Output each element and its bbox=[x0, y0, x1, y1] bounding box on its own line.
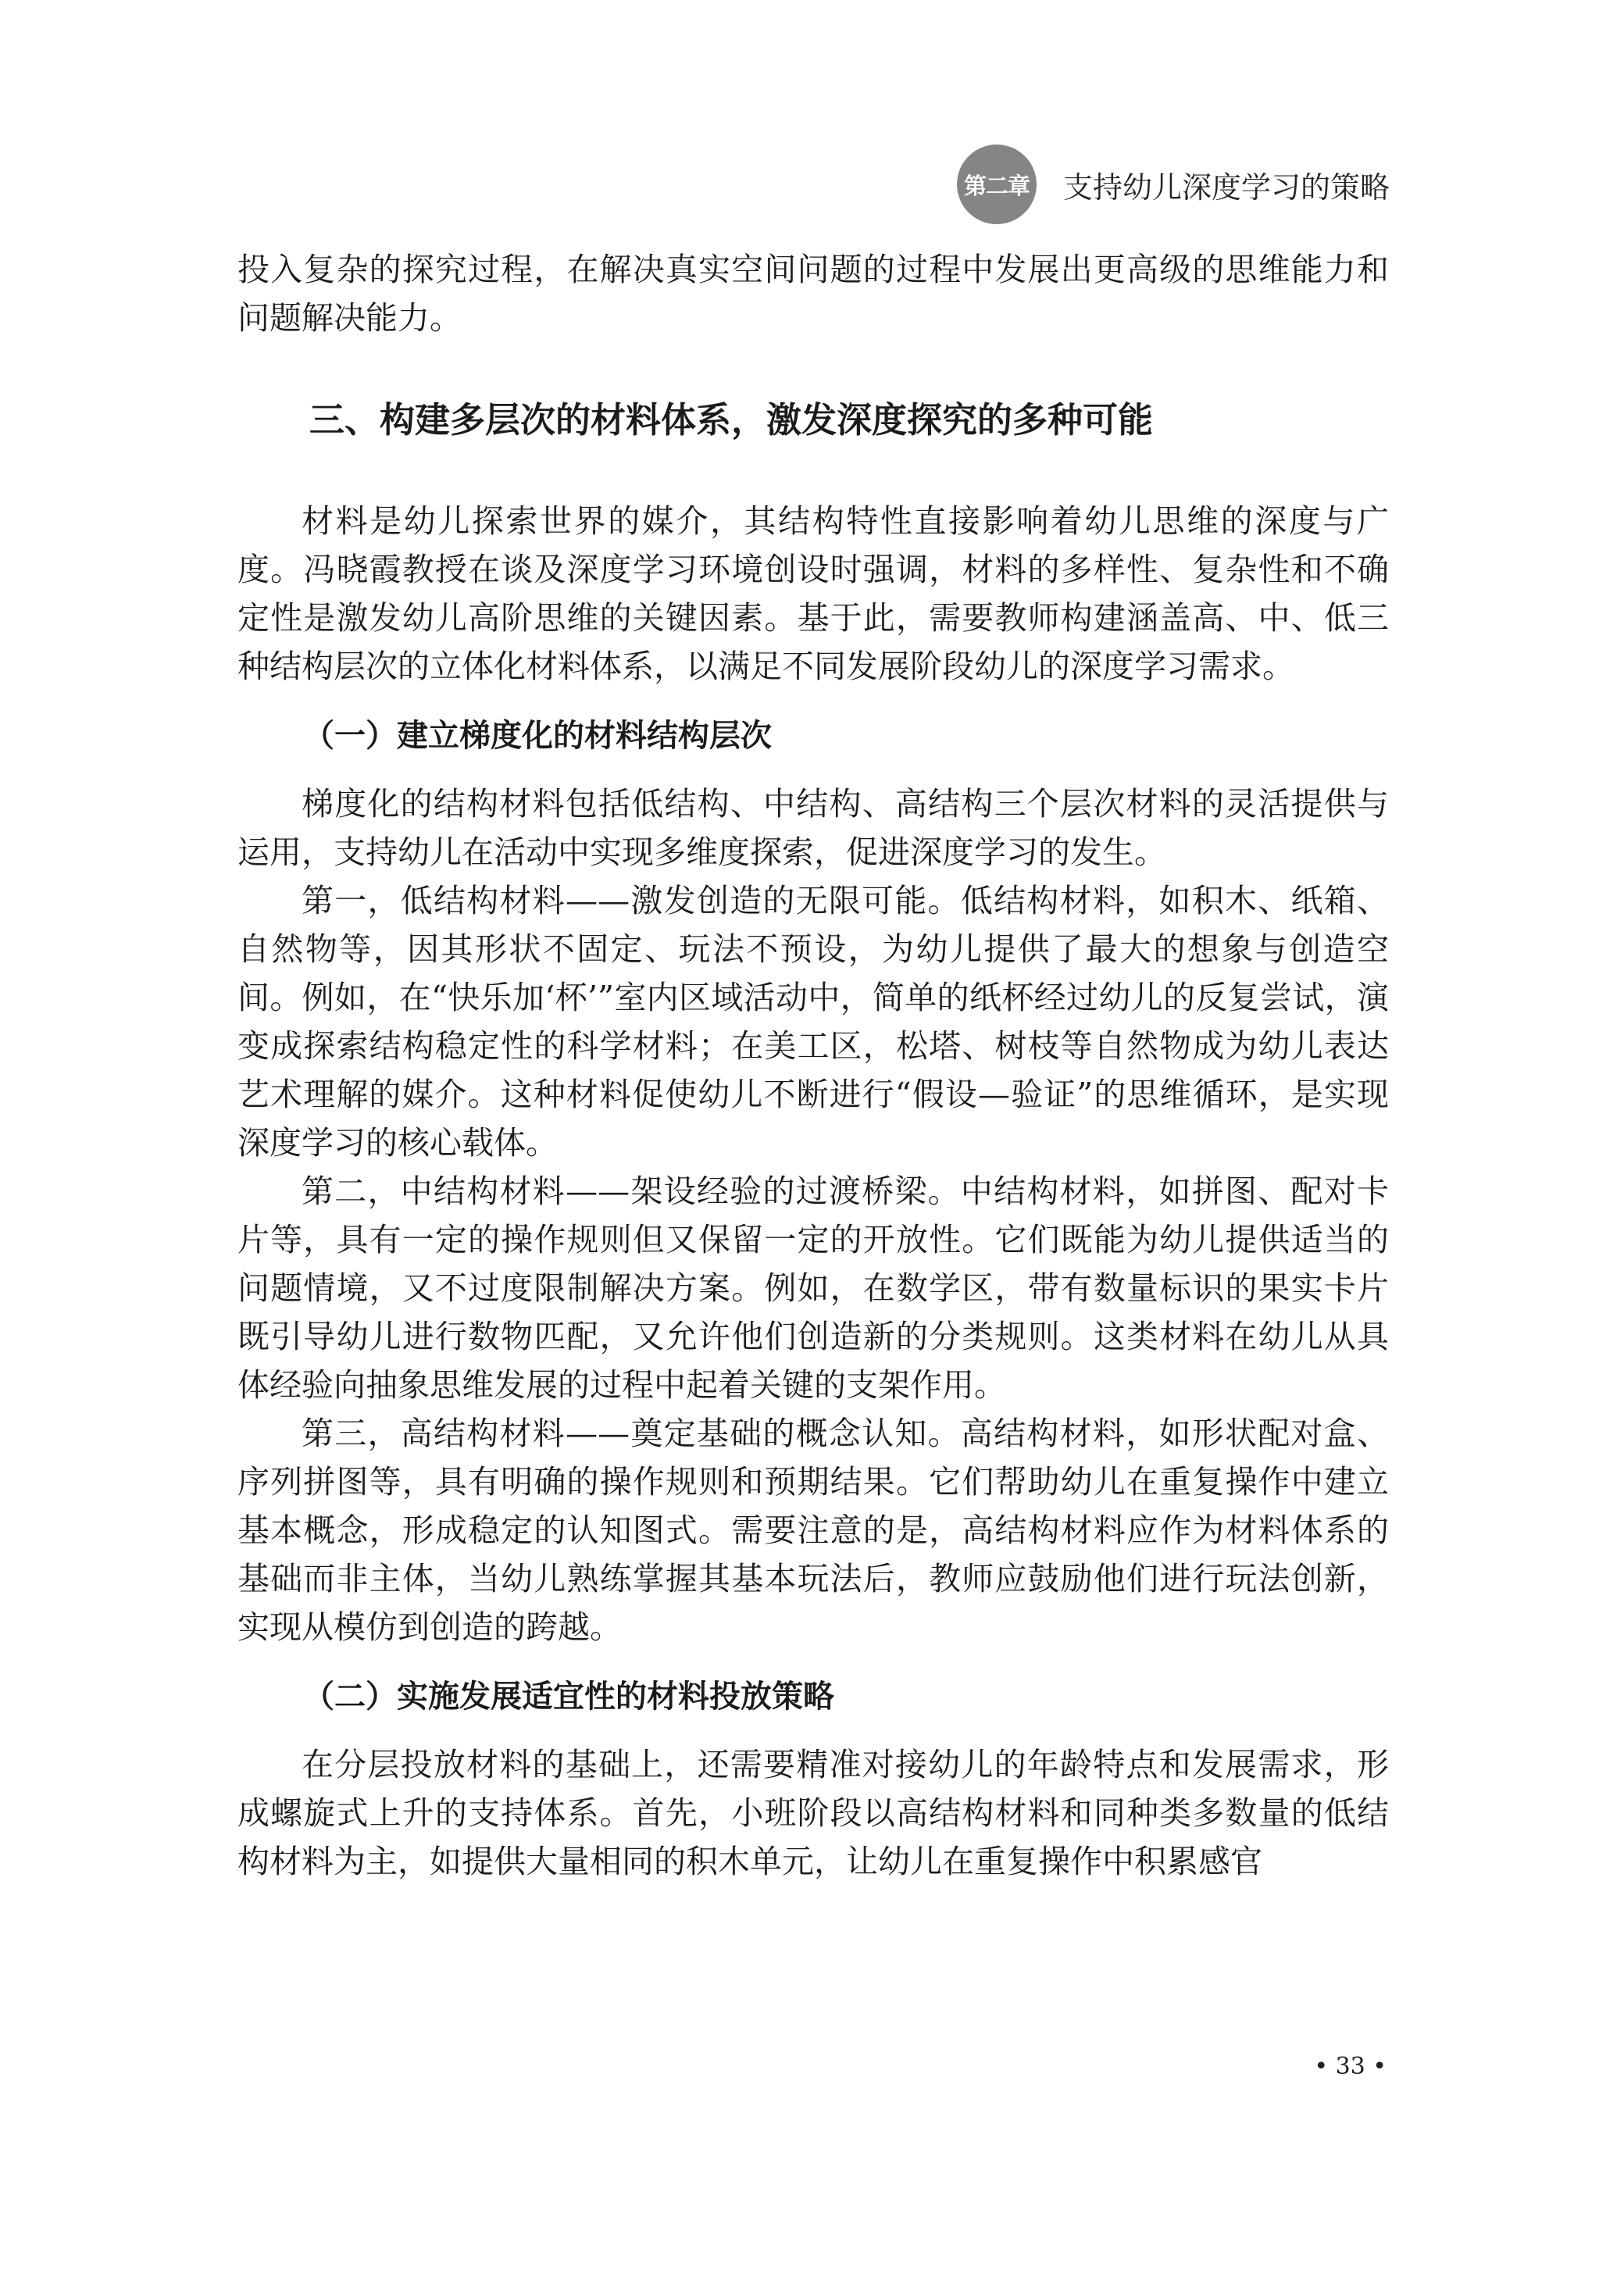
paragraph-placement-strategy: 在分层投放材料的基础上，还需要精准对接幼儿的年龄特点和发展需求，形成螺旋式上升的支持体系。首先，小班阶段以高结构材料和同种类多数量的低结构材料为主，如提供大量相同的积木单元，让幼儿在重复操作中积累感官 bbox=[237, 1746, 1389, 1880]
running-title: 支持幼儿深度学习的策略 bbox=[1062, 170, 1390, 205]
paragraph-low-structure: 第一，低结构材料——激发创造的无限可能。低结构材料，如积木、纸箱、自然物等，因其形状不固定、玩法不预设，为幼儿提供了最大的想象与创造空间。例如，在“快乐加‘杯’”室内区域活动中，简单的纸杯经过幼儿的反复尝试，演变成探索结构稳定性的科学材料；在美工区，松塔、树枝等自然物成为幼儿表达艺术理解的媒介。这种材料促使幼儿不断进行“假设—验证”的思维循环，是实现深度学习的核心载体。 bbox=[237, 882, 1389, 1162]
paragraph-mid-structure: 第二，中结构材料——架设经验的过渡桥梁。中结构材料，如拼图、配对卡片等，具有一定的操作规则但又保留一定的开放性。它们既能为幼儿提供适当的问题情境，又不过度限制解决方案。例如，在数学区，带有数量标识的果实卡片既引导幼儿进行数物匹配，又允许他们创造新的分类规则。这类材料在幼儿从具体经验向抽象思维发展的过程中起着关键的支架作用。 bbox=[237, 1172, 1389, 1404]
subsection-heading-2: （二）实施发展适宜性的材料投放策略 bbox=[303, 1679, 834, 1715]
chapter-badge: 第二章 bbox=[957, 145, 1037, 224]
paragraph-gradient-overview: 梯度化的结构材料包括低结构、中结构、高结构三个层次材料的灵活提供与运用，支持幼儿在活动中实现多维度探索，促进深度学习的发生。 bbox=[237, 785, 1389, 871]
paragraph-high-structure: 第三，高结构材料——奠定基础的概念认知。高结构材料，如形状配对盒、序列拼图等，具有明确的操作规则和预期结果。它们帮助幼儿在重复操作中建立基本概念，形成稳定的认知图式。需要注意的是，高结构材料应作为材料体系的基础而非主体，当幼儿熟练掌握其基本玩法后，教师应鼓励他们进行玩法创新，实现从模仿到创造的跨越。 bbox=[237, 1415, 1389, 1646]
running-header bbox=[957, 145, 1390, 223]
paragraph-continued: 投入复杂的探究过程，在解决真实空间问题的过程中发展出更高级的思维能力和问题解决能力。 bbox=[237, 251, 1389, 337]
section-heading: 三、构建多层次的材料体系，激发深度探究的多种可能 bbox=[309, 399, 1154, 441]
page-number: • 33 • bbox=[1314, 2053, 1387, 2080]
subsection-heading-1: （一）建立梯度化的材料结构层次 bbox=[303, 718, 772, 754]
page-body bbox=[237, 245, 1389, 1886]
paragraph-intro: 材料是幼儿探索世界的媒介，其结构特性直接影响着幼儿思维的深度与广度。冯晓霞教授在谈及深度学习环境创设时强调，材料的多样性、复杂性和不确定性是激发幼儿高阶思维的关键因素。基于此，需要教师构建涵盖高、中、低三种结构层次的立体化材料体系，以满足不同发展阶段幼儿的深度学习需求。 bbox=[237, 502, 1389, 685]
